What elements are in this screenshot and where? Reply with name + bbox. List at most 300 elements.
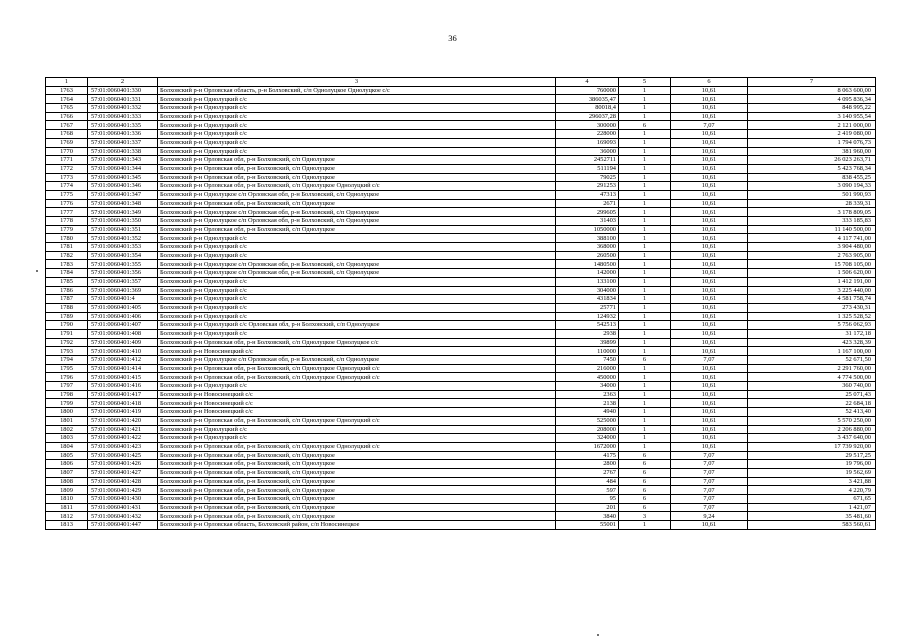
table-cell: 1784 — [46, 269, 88, 278]
table-row — [46, 373, 876, 382]
table-cell: 1764 — [46, 95, 88, 104]
table-cell: 296037,28 — [556, 112, 619, 121]
table-cell: 10,61 — [671, 373, 748, 382]
col-header: 6 — [671, 78, 748, 87]
table-cell: 1 — [619, 130, 671, 139]
table-cell: 52 413,40 — [748, 408, 876, 417]
table-cell: 1800 — [46, 408, 88, 417]
table-cell: Болховский р-н Орловская обл, р-н Болховский, с/п Однолуцкое — [158, 460, 556, 469]
table-cell: 57:01:0060401:369 — [88, 286, 158, 295]
table-cell: 10,61 — [671, 86, 748, 95]
table-cell: 5 756 062,93 — [748, 321, 876, 330]
table-cell: 1 — [619, 138, 671, 147]
table-row — [46, 425, 876, 434]
table-cell: 1 — [619, 399, 671, 408]
table-cell: 1775 — [46, 190, 88, 199]
table-cell: 8 063 600,00 — [748, 86, 876, 95]
table-cell: 1808 — [46, 477, 88, 486]
table-cell: 10,61 — [671, 347, 748, 356]
table-row — [46, 416, 876, 425]
table-cell: 10,61 — [671, 321, 748, 330]
table-cell: 57:01:0060401:406 — [88, 312, 158, 321]
table-cell: 1772 — [46, 164, 88, 173]
table-cell: Болховский р-н Орловская обл, р-н Болховский, с/п Однолуцкое — [158, 451, 556, 460]
table-cell: 10,61 — [671, 130, 748, 139]
table-cell: 260500 — [556, 251, 619, 260]
table-cell: 3840 — [556, 512, 619, 521]
table-cell: 57:01:0060401:337 — [88, 138, 158, 147]
table-cell: 7,07 — [671, 503, 748, 512]
table-cell: 7,07 — [671, 468, 748, 477]
table-cell: 57:01:0060401:447 — [88, 521, 158, 530]
table-cell: 19 562,69 — [748, 468, 876, 477]
table-cell: 1672000 — [556, 442, 619, 451]
table-cell: 19 796,00 — [748, 460, 876, 469]
table-row — [46, 234, 876, 243]
table-row — [46, 190, 876, 199]
table-row — [46, 138, 876, 147]
table-cell: 10,61 — [671, 156, 748, 165]
table-cell: 1807 — [46, 468, 88, 477]
table-row — [46, 199, 876, 208]
col-header: 1 — [46, 78, 88, 87]
table-row — [46, 468, 876, 477]
table-cell: 10,61 — [671, 147, 748, 156]
table-cell: 57:01:0060401:333 — [88, 112, 158, 121]
table-cell: 386035,47 — [556, 95, 619, 104]
table-cell: 10,61 — [671, 312, 748, 321]
table-cell: 79025 — [556, 173, 619, 182]
table-cell: 6 — [619, 503, 671, 512]
table-cell: 1811 — [46, 503, 88, 512]
table-cell: 10,61 — [671, 269, 748, 278]
table-row — [46, 243, 876, 252]
table-cell: 55001 — [556, 521, 619, 530]
table-row — [46, 95, 876, 104]
table-row — [46, 277, 876, 286]
table-cell: 4175 — [556, 451, 619, 460]
table-cell: 1768 — [46, 130, 88, 139]
table-cell: 1 412 191,00 — [748, 277, 876, 286]
table-row — [46, 182, 876, 191]
table-cell: 1 — [619, 156, 671, 165]
table-cell: 6 — [619, 451, 671, 460]
table-cell: 10,61 — [671, 182, 748, 191]
table-cell: 36000 — [556, 147, 619, 156]
table-cell: 10,61 — [671, 364, 748, 373]
table-cell: 1793 — [46, 347, 88, 356]
table-cell: 57:01:0060401:343 — [88, 156, 158, 165]
table-cell: 10,61 — [671, 243, 748, 252]
table-cell: 511194 — [556, 164, 619, 173]
table-cell: 1 — [619, 225, 671, 234]
table-cell: 57:01:0060401:335 — [88, 121, 158, 130]
table-cell: 1795 — [46, 364, 88, 373]
table-cell: 17 739 920,00 — [748, 442, 876, 451]
table-cell: Болховский р-н Новосинецкий с/с — [158, 399, 556, 408]
table-cell: 1787 — [46, 295, 88, 304]
table-cell: 1 — [619, 112, 671, 121]
table-cell: 3 904 480,00 — [748, 243, 876, 252]
table-cell: 1771 — [46, 156, 88, 165]
table-cell: 300000 — [556, 121, 619, 130]
table-cell: 6 — [619, 486, 671, 495]
table-cell: 10,61 — [671, 104, 748, 113]
table-cell: 2 291 760,00 — [748, 364, 876, 373]
table-row — [46, 86, 876, 95]
table-cell: 1 — [619, 321, 671, 330]
table-cell: 1789 — [46, 312, 88, 321]
table-cell: 10,61 — [671, 199, 748, 208]
table-cell: 4 220,79 — [748, 486, 876, 495]
table-cell: 7,07 — [671, 451, 748, 460]
table-cell: Болховский р-н Орловская обл, р-н Болховский, с/п Однолуцкое — [158, 156, 556, 165]
table-cell: Болховский р-н Однолуцкий с/с — [158, 329, 556, 338]
table-cell: 124932 — [556, 312, 619, 321]
table-cell: Болховский р-н Новосинецкий с/с — [158, 408, 556, 417]
table-cell: Болховский р-н Новосинецкий с/с — [158, 347, 556, 356]
table-cell: 10,61 — [671, 390, 748, 399]
table-cell: Болховский р-н Однолуцкий с/с — [158, 121, 556, 130]
table-cell: 1 506 620,00 — [748, 269, 876, 278]
table-cell: 57:01:0060401:346 — [88, 182, 158, 191]
table-cell: 4 581 758,74 — [748, 295, 876, 304]
table-cell: 10,61 — [671, 225, 748, 234]
table-cell: Болховский р-н Однолуцкий с/с — [158, 234, 556, 243]
table-cell: 1797 — [46, 382, 88, 391]
table-cell: Болховский р-н Орловская обл, р-н Болховский, с/п Однолуцкое — [158, 486, 556, 495]
table-cell: 7,07 — [671, 460, 748, 469]
table-cell: 2 121 000,00 — [748, 121, 876, 130]
table-cell: Болховский р-н Однолуцкий с/с — [158, 286, 556, 295]
table-cell: 1480500 — [556, 260, 619, 269]
table-row — [46, 434, 876, 443]
table-cell: 208000 — [556, 425, 619, 434]
table-cell: 1803 — [46, 434, 88, 443]
table-cell: 1050000 — [556, 225, 619, 234]
table-cell: 57:01:0060401:4 — [88, 295, 158, 304]
table-cell: 57:01:0060401:348 — [88, 199, 158, 208]
table-row — [46, 121, 876, 130]
table-cell: 201 — [556, 503, 619, 512]
table-cell: 2800 — [556, 460, 619, 469]
table-cell: Болховский р-н Однолуцкий с/с — [158, 434, 556, 443]
table-cell: 583 560,61 — [748, 521, 876, 530]
table-cell: Болховский р-н Орловская обл, р-н Болховский, с/п Однолуцкое — [158, 495, 556, 504]
table-cell: 57:01:0060401:351 — [88, 225, 158, 234]
table-row — [46, 329, 876, 338]
table-cell: 7450 — [556, 356, 619, 365]
table-row — [46, 217, 876, 226]
table-cell: 25 071,43 — [748, 390, 876, 399]
table-row — [46, 521, 876, 530]
table-cell: 1782 — [46, 251, 88, 260]
table-cell: 2452711 — [556, 156, 619, 165]
table-cell: 57:01:0060401:357 — [88, 277, 158, 286]
table-cell: 57:01:0060401:349 — [88, 208, 158, 217]
table-cell: 1 — [619, 425, 671, 434]
table-cell: Болховский р-н Орловская обл, р-н Болховский, с/п Однолуцкое Однолуцкий с/с — [158, 373, 556, 382]
table-cell: 1 — [619, 277, 671, 286]
table-cell: 52 671,50 — [748, 356, 876, 365]
table-cell: 1786 — [46, 286, 88, 295]
table-cell: 57:01:0060401:417 — [88, 390, 158, 399]
table-cell: 57:01:0060401:422 — [88, 434, 158, 443]
table-cell: Болховский р-н Однолуцкий с/с — [158, 112, 556, 121]
table-cell: Болховский р-н Орловская обл, р-н Болховский, с/п Однолуцкое Однолуцкое с/с — [158, 338, 556, 347]
table-cell: 142000 — [556, 269, 619, 278]
table-cell: 3 421,88 — [748, 477, 876, 486]
table-row — [46, 495, 876, 504]
table-cell: 4 774 500,00 — [748, 373, 876, 382]
table-cell: 1 — [619, 442, 671, 451]
table-cell: 501 990,93 — [748, 190, 876, 199]
table-row — [46, 382, 876, 391]
table-cell: 1 — [619, 295, 671, 304]
table-cell: Болховский р-н Однолуцкий с/с — [158, 312, 556, 321]
table-cell: 10,61 — [671, 434, 748, 443]
table-cell: 133100 — [556, 277, 619, 286]
table-cell: 29 517,25 — [748, 451, 876, 460]
table-cell: Болховский р-н Однолуцкое с/п Орловская обл, р-н Болховский, с/п Однолуцкое — [158, 190, 556, 199]
table-cell: 2767 — [556, 468, 619, 477]
table-cell: 1796 — [46, 373, 88, 382]
table-cell: 2671 — [556, 199, 619, 208]
table-row — [46, 269, 876, 278]
table-cell: 6 — [619, 468, 671, 477]
table-cell: Болховский р-н Однолуцкое с/п Орловская обл, р-н Болховский, с/п Однолуцкое — [158, 269, 556, 278]
table-cell: 34000 — [556, 382, 619, 391]
table-cell: 10,61 — [671, 95, 748, 104]
table-cell: Болховский р-н Орловская обл, р-н Болховский, с/п Однолуцкое — [158, 199, 556, 208]
table-cell: 57:01:0060401:353 — [88, 243, 158, 252]
table-cell: Болховский р-н Орловская область, Болховский район, с/п Новосинецкое — [158, 521, 556, 530]
table-cell: 1 — [619, 390, 671, 399]
table-row — [46, 156, 876, 165]
table-row — [46, 460, 876, 469]
table-cell: 4940 — [556, 408, 619, 417]
table-cell: 57:01:0060401:421 — [88, 425, 158, 434]
table-row — [46, 477, 876, 486]
col-header: 5 — [619, 78, 671, 87]
table-cell: 388100 — [556, 234, 619, 243]
table-cell: 1 — [619, 104, 671, 113]
table-cell: 57:01:0060401:418 — [88, 399, 158, 408]
table-cell: 304000 — [556, 286, 619, 295]
table-cell: 1781 — [46, 243, 88, 252]
table-row — [46, 303, 876, 312]
table-cell: 57:01:0060401:432 — [88, 512, 158, 521]
table-cell: 10,61 — [671, 277, 748, 286]
table-cell: 1 — [619, 182, 671, 191]
table-cell: 57:01:0060401:414 — [88, 364, 158, 373]
table-cell: Болховский р-н Однолуцкий с/с — [158, 295, 556, 304]
table-cell: Болховский р-н Орловская обл, р-н Болховский, с/п Однолуцкое Однолуцкий с/с — [158, 416, 556, 425]
table-cell: 26 023 263,71 — [748, 156, 876, 165]
table-cell: 10,61 — [671, 408, 748, 417]
table-cell: 2363 — [556, 390, 619, 399]
table-cell: 1 421,07 — [748, 503, 876, 512]
table-cell: 31403 — [556, 217, 619, 226]
table-cell: Болховский р-н Однолуцкий с/с — [158, 147, 556, 156]
table-cell: Болховский р-н Однолуцкое с/п Орловская обл, р-н Болховский, с/п Однолуцкое — [158, 217, 556, 226]
table-cell: 1799 — [46, 399, 88, 408]
table-cell: 1776 — [46, 199, 88, 208]
table-cell: 7,07 — [671, 495, 748, 504]
table-cell: 10,61 — [671, 416, 748, 425]
table-cell: 1 167 100,00 — [748, 347, 876, 356]
table-cell: 1 — [619, 373, 671, 382]
table-cell: 10,61 — [671, 112, 748, 121]
table-cell: 7,07 — [671, 477, 748, 486]
table-cell: 57:01:0060401:345 — [88, 173, 158, 182]
table-cell: 360 740,00 — [748, 382, 876, 391]
table-cell: 3 437 640,00 — [748, 434, 876, 443]
table-cell: 6 — [619, 121, 671, 130]
table-row — [46, 260, 876, 269]
table-cell: 57:01:0060401:427 — [88, 468, 158, 477]
table-cell: 1802 — [46, 425, 88, 434]
table-cell: 2 206 880,00 — [748, 425, 876, 434]
table-cell: 6 — [619, 477, 671, 486]
table-cell: 7,07 — [671, 356, 748, 365]
table-cell: 1 — [619, 217, 671, 226]
table-cell: 15 708 105,00 — [748, 260, 876, 269]
table-cell: Болховский р-н Однолуцкий с/с — [158, 277, 556, 286]
table-row — [46, 408, 876, 417]
table-cell: Болховский р-н Орловская обл, р-н Болховский, с/п Однолуцкое — [158, 225, 556, 234]
table-cell: 671,65 — [748, 495, 876, 504]
table-cell: 1794 — [46, 356, 88, 365]
table-cell: 1791 — [46, 329, 88, 338]
table-row — [46, 295, 876, 304]
table-row — [46, 104, 876, 113]
table-row — [46, 512, 876, 521]
table-cell: 1 — [619, 408, 671, 417]
table-row — [46, 338, 876, 347]
table-cell: 6 — [619, 495, 671, 504]
table-cell: 10,61 — [671, 295, 748, 304]
table-cell: 1765 — [46, 104, 88, 113]
table-cell: 57:01:0060401:405 — [88, 303, 158, 312]
table-cell: 1773 — [46, 173, 88, 182]
table-cell: 450000 — [556, 373, 619, 382]
table-cell: 1790 — [46, 321, 88, 330]
table-cell: Болховский р-н Однолуцкий с/с — [158, 382, 556, 391]
table-cell: Болховский р-н Орловская обл, р-н Болховский, с/п Однолуцкое Однолуцкий с/с — [158, 442, 556, 451]
table-cell: 1792 — [46, 338, 88, 347]
col-header: 2 — [88, 78, 158, 87]
table-cell: 1 — [619, 338, 671, 347]
table-cell: 57:01:0060401:347 — [88, 190, 158, 199]
table-row — [46, 390, 876, 399]
table-row — [46, 208, 876, 217]
table-cell: 57:01:0060401:331 — [88, 95, 158, 104]
table-cell: 1 325 528,52 — [748, 312, 876, 321]
table-cell: Болховский р-н Орловская обл, р-н Болховский, с/п Однолуцкое — [158, 477, 556, 486]
table-cell: 597 — [556, 486, 619, 495]
table-cell: Болховский р-н Однолуцкий с/с — [158, 138, 556, 147]
table-row — [46, 503, 876, 512]
table-cell: 10,61 — [671, 338, 748, 347]
table-cell: 1798 — [46, 390, 88, 399]
table-cell: 542513 — [556, 321, 619, 330]
table-cell: 10,61 — [671, 217, 748, 226]
table-row — [46, 486, 876, 495]
table-cell: 4 095 836,34 — [748, 95, 876, 104]
table-cell: 381 960,00 — [748, 147, 876, 156]
table-cell: 10,61 — [671, 138, 748, 147]
table-cell: 4 117 741,00 — [748, 234, 876, 243]
table-cell: 1 — [619, 190, 671, 199]
table-cell: 3 178 809,05 — [748, 208, 876, 217]
table-cell: Болховский р-н Орловская обл, р-н Болховский, с/п Однолуцкое Однолуцкий с/с — [158, 364, 556, 373]
table-cell: 10,61 — [671, 251, 748, 260]
table-cell: 333 185,83 — [748, 217, 876, 226]
table-cell: Болховский р-н Орловская обл, р-н Болховский, с/п Однолуцкое — [158, 173, 556, 182]
table-cell: 9,24 — [671, 512, 748, 521]
table-cell: 3 090 194,33 — [748, 182, 876, 191]
table-cell: Болховский р-н Однолуцкое с/п Орловская обл, р-н Болховский, с/п Однолуцкое — [158, 356, 556, 365]
table-cell: 1809 — [46, 486, 88, 495]
table-cell: 1 — [619, 364, 671, 373]
table-cell: 57:01:0060401:431 — [88, 503, 158, 512]
table-row — [46, 147, 876, 156]
table-cell: 1 — [619, 251, 671, 260]
table-header-row — [46, 78, 876, 87]
table-row — [46, 286, 876, 295]
table-cell: 1801 — [46, 416, 88, 425]
table-cell: 1 — [619, 329, 671, 338]
table-row — [46, 164, 876, 173]
table-cell: 95 — [556, 495, 619, 504]
table-cell: 431834 — [556, 295, 619, 304]
table-cell: 31 172,18 — [748, 329, 876, 338]
table-cell: 57:01:0060401:407 — [88, 321, 158, 330]
table-cell: Болховский р-н Орловская обл, р-н Болховский, с/п Однолуцкое — [158, 164, 556, 173]
table-cell: 2938 — [556, 329, 619, 338]
table-cell: 1 — [619, 234, 671, 243]
table-row — [46, 251, 876, 260]
table-cell: 2 763 905,00 — [748, 251, 876, 260]
table-cell: 1769 — [46, 138, 88, 147]
table-cell: Болховский р-н Орловская область, р-н Болховский, с/п Однолуцкое Однолуцкое с/с — [158, 86, 556, 95]
table-cell: 57:01:0060401:429 — [88, 486, 158, 495]
table-cell: 57:01:0060401:354 — [88, 251, 158, 260]
table-cell: 1779 — [46, 225, 88, 234]
table-body — [46, 86, 876, 529]
table-cell: 3 140 955,54 — [748, 112, 876, 121]
table-cell: 1 — [619, 147, 671, 156]
table-cell: 1777 — [46, 208, 88, 217]
table-cell: 47313 — [556, 190, 619, 199]
scan-speck — [36, 270, 38, 272]
page-number: 36 — [448, 33, 457, 43]
table-cell: 1 — [619, 269, 671, 278]
table-cell: 7,07 — [671, 486, 748, 495]
table-cell: 1 794 076,73 — [748, 138, 876, 147]
table-cell: 1813 — [46, 521, 88, 530]
table-row — [46, 312, 876, 321]
table-cell: 57:01:0060401:426 — [88, 460, 158, 469]
table-cell: 324000 — [556, 434, 619, 443]
table-row — [46, 130, 876, 139]
table-row — [46, 356, 876, 365]
table-cell: 10,61 — [671, 382, 748, 391]
table-cell: 10,61 — [671, 190, 748, 199]
table-cell: 10,61 — [671, 260, 748, 269]
table-cell: 1788 — [46, 303, 88, 312]
